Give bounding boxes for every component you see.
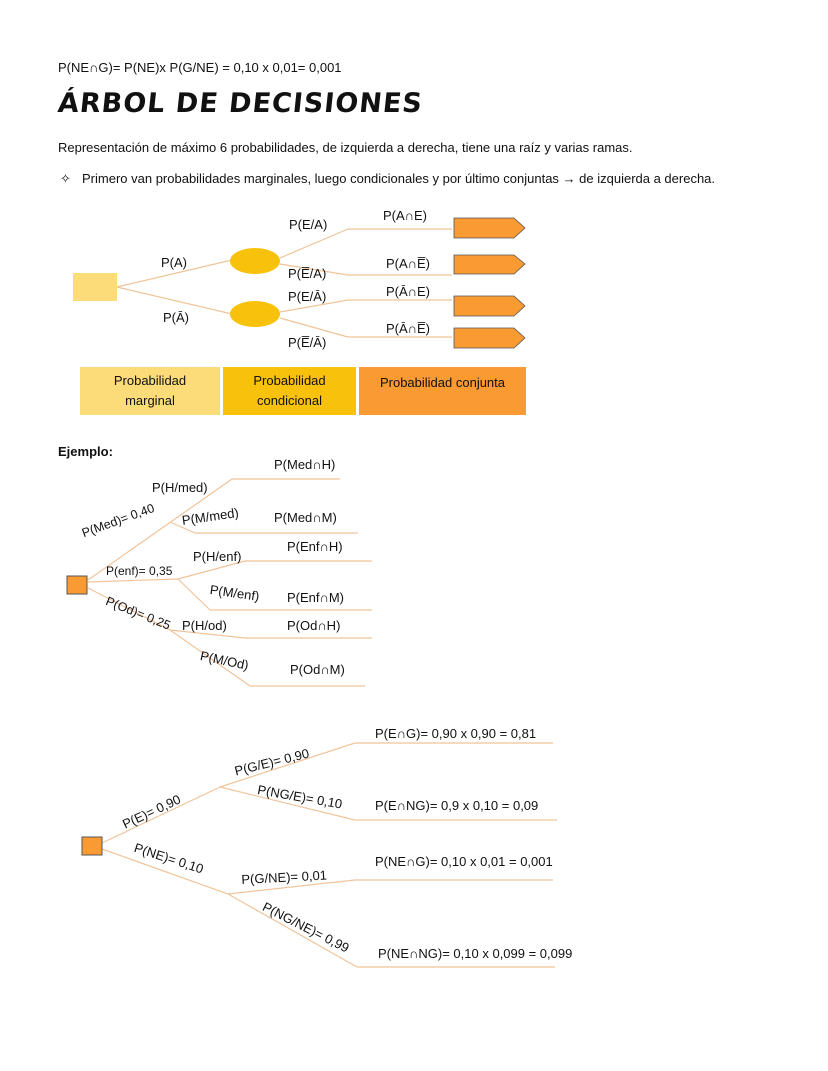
tree2-joint-label-2: P(Med∩M) [274,510,337,525]
tree1-joint-label-2: P(A∩E̅) [386,256,431,271]
tree3-joint-label-1: P(E∩G)= 0,90 x 0,90 = 0,81 [375,726,537,741]
tree2-joint-label-5: P(Od∩H) [287,618,341,633]
tree1-branch-label-not-a: P(Ā) [163,310,189,325]
tree2-joint-label-3: P(Enf∩H) [287,539,343,554]
tree3-joint-label-2: P(E∩NG)= 0,9 x 0,10 = 0,09 [375,798,539,813]
tree3-cond-label-2: P(NG/E)= 0,10 [256,782,344,812]
tree3-root-node [82,837,102,855]
bullet-text: Primero van probabilidades marginales, luego condicionales y por último conjuntas → de izquierda a derecha. [82,171,716,186]
tree1-joint-label-4: P(Ā∩E̅) [386,321,431,336]
tree3-cond-label-3: P(G/NE)= 0,01 [241,867,328,887]
tree2-cond-label-2: P(M/med) [181,505,240,528]
tree2-joint-label-6: P(Od∩M) [290,662,345,677]
page-title: ÁRBOL DE DECISIONES [56,88,425,119]
tree2-cond-label-1: P(H/med) [152,480,208,495]
tree2-cond-label-4: P(M/enf) [208,582,261,604]
legend-joint-label: Probabilidad conjunta [379,375,506,390]
tree2-cond-label-5: P(H/od) [182,618,227,633]
example-label: Ejemplo: [58,444,113,459]
intro-text: Representación de máximo 6 probabilidades, de izquierda a derecha, tiene una raíz y varias ramas. [58,140,633,155]
tree1-cond-label-3: P(E/Ā) [288,289,327,304]
tree2-branch-label-3: P(Od)= 0,25 [103,594,173,633]
tree1-branch-label-a: P(A) [161,255,187,270]
sparkle-icon: ✧ [60,171,71,186]
tree3-joint-label-3: P(NE∩G)= 0,10 x 0,01 = 0,001 [375,854,553,869]
tree1-cond-label-1: P(E/A) [289,217,328,232]
tree3-branch-label-2: P(NE)= 0,10 [132,840,206,877]
tree2-branch-label-1: P(Med)= 0,40 [80,500,157,541]
legend-marginal-label: Probabilidad marginal [113,373,187,408]
header-formula: P(NE∩G)= P(NE)x P(G/NE) = 0,10 x 0,01= 0,001 [58,60,342,75]
tree3-joint-label-4: P(NE∩NG)= 0,10 x 0,099 = 0,099 [378,946,573,961]
legend-conditional-label: Probabilidad condicional [253,373,326,408]
tree2-branch-label-2: P(enf)= 0,35 [106,564,173,578]
tree3-branch-label-1: P(E)= 0,90 [120,791,183,832]
tree2-cond-label-6: P(M/Od) [198,648,251,673]
tree1-cond-label-2: P(E̅/A) [288,266,327,281]
tree3-cond-label-1: P(G/E)= 0,90 [233,745,311,779]
tree3-cond-label-4: P(NG/NE)= 0,99 [260,899,352,956]
tree2-joint-label-4: P(Enf∩M) [287,590,345,605]
tree2-cond-label-3: P(H/enf) [193,549,242,564]
tree2-joint-label-1: P(Med∩H) [274,457,336,472]
tree1-cond-label-4: P(E̅/Ā) [288,335,327,350]
tree1-joint-label-1: P(A∩E) [383,208,428,223]
tree1-joint-label-3: P(Ā∩E) [386,284,431,299]
